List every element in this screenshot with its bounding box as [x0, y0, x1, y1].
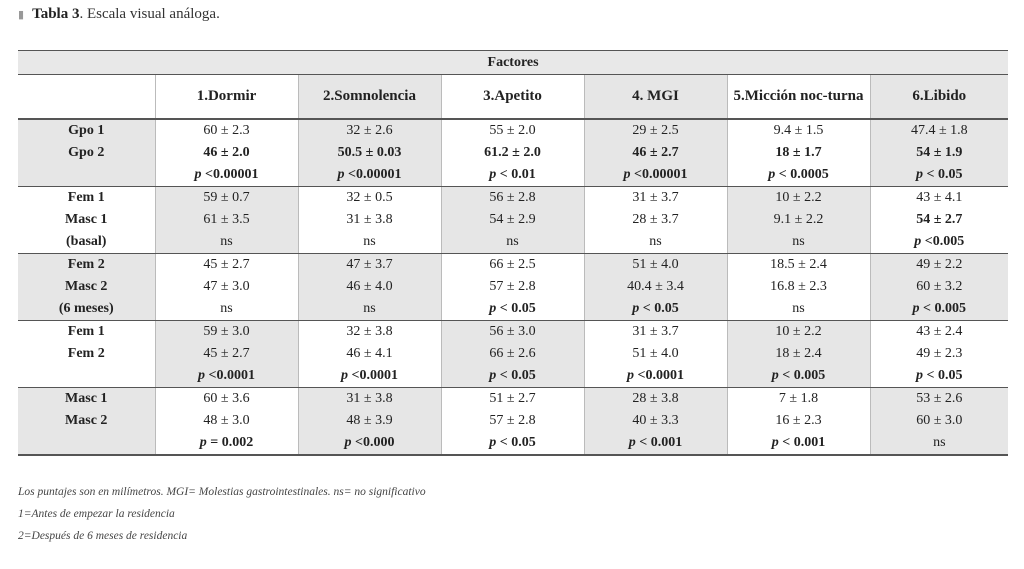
cell-value: 18 ± 2.4	[775, 346, 822, 361]
table-row	[18, 187, 1008, 254]
table-row	[18, 321, 1008, 388]
cell-value: p <0.0001	[627, 368, 684, 383]
table-cell	[298, 321, 441, 388]
cell-value: 18 ± 1.7	[775, 145, 822, 160]
cell-value: p <0.00001	[194, 167, 259, 182]
cell-value: 47 ± 3.0	[203, 279, 250, 294]
cell-value: p <0.005	[914, 234, 965, 249]
row-label	[18, 254, 155, 321]
cell-value: 32 ± 2.6	[346, 123, 393, 138]
cell-value: 45 ± 2.7	[203, 257, 250, 272]
cell-value: 43 ± 2.4	[916, 324, 963, 339]
cell-value: p <0.0001	[341, 368, 398, 383]
row-label-line: Fem 1	[67, 324, 105, 339]
cell-value: p <0.00001	[623, 167, 688, 182]
cell-value: 18.5 ± 2.4	[770, 257, 827, 272]
cell-value: 59 ± 3.0	[203, 324, 250, 339]
table-cell	[870, 119, 1008, 187]
cell-value: 56 ± 2.8	[489, 190, 536, 205]
cell-value: 47.4 ± 1.8	[910, 123, 968, 138]
cell-value: 60 ± 3.0	[916, 413, 963, 428]
factors-header: Factores	[18, 51, 1008, 75]
cell-value: 49 ± 2.3	[916, 346, 963, 361]
cell-value: 46 ± 2.7	[632, 145, 679, 160]
footnote-1: 1=Antes de empezar la residencia	[18, 508, 175, 520]
row-label-line: Masc 2	[65, 279, 108, 294]
cell-value: ns	[363, 234, 376, 249]
caption-label: Tabla 3	[32, 6, 80, 22]
bullet-icon: ▮	[18, 9, 25, 21]
cell-value: 57 ± 2.8	[489, 279, 536, 294]
cell-value: 45 ± 2.7	[203, 346, 250, 361]
cell-value: 29 ± 2.5	[632, 123, 679, 138]
cell-value: 43 ± 4.1	[916, 190, 963, 205]
cell-value: p = 0.002	[199, 435, 254, 450]
row-label-line: Gpo 1	[68, 123, 105, 138]
row-label-line	[18, 432, 155, 454]
row-label-line: (6 meses)	[58, 301, 114, 316]
cell-value: p <0.0001	[198, 368, 255, 383]
cell-value: 32 ± 0.5	[346, 190, 393, 205]
table-cell	[155, 254, 298, 321]
cell-value: 55 ± 2.0	[489, 123, 536, 138]
table-caption	[18, 6, 220, 23]
cell-value: 54 ± 2.7	[916, 212, 963, 227]
cell-value: 9.4 ± 1.5	[773, 123, 824, 138]
table-cell	[298, 187, 441, 254]
cell-value: 10 ± 2.2	[775, 190, 822, 205]
cell-value: 46 ± 2.0	[203, 145, 250, 160]
cell-value: 49 ± 2.2	[916, 257, 963, 272]
cell-value: 31 ± 3.7	[632, 324, 679, 339]
cell-value: 48 ± 3.9	[346, 413, 393, 428]
cell-value: 28 ± 3.8	[632, 391, 679, 406]
row-label-line: Fem 2	[67, 346, 105, 361]
cell-value: 10 ± 2.2	[775, 324, 822, 339]
table-cell	[584, 321, 727, 388]
cell-value: ns	[363, 301, 376, 316]
cell-value: 66 ± 2.5	[489, 257, 536, 272]
cell-value: 57 ± 2.8	[489, 413, 536, 428]
table-cell	[155, 388, 298, 456]
footnotes	[18, 486, 426, 552]
cell-value: 54 ± 2.9	[489, 212, 536, 227]
table-cell	[155, 119, 298, 187]
cell-value: 40 ± 3.3	[632, 413, 679, 428]
cell-value: 16.8 ± 2.3	[770, 279, 827, 294]
row-label-header	[18, 75, 155, 120]
col-header-dormir: 1.Dormir	[155, 75, 298, 120]
cell-value: 9.1 ± 2.2	[773, 212, 824, 227]
caption-text: . Escala visual análoga.	[79, 6, 220, 22]
footnote-abbrev: Los puntajes son en milímetros. MGI= Molestias gastrointestinales. ns= no significativo	[18, 486, 426, 498]
cell-value: p < 0.05	[489, 301, 536, 316]
cell-value: p < 0.001	[628, 435, 683, 450]
results-table	[18, 50, 1008, 456]
cell-value: 7 ± 1.8	[778, 391, 819, 406]
table-cell	[727, 388, 870, 456]
table-cell	[155, 187, 298, 254]
cell-value: p < 0.05	[916, 368, 963, 383]
table-body	[18, 119, 1008, 455]
cell-value: p < 0.05	[489, 435, 536, 450]
cell-value: 28 ± 3.7	[632, 212, 679, 227]
cell-value: 53 ± 2.6	[916, 391, 963, 406]
table-cell	[155, 321, 298, 388]
cell-value: p <0.000	[344, 435, 395, 450]
table-cell	[870, 254, 1008, 321]
cell-value: p < 0.01	[489, 167, 536, 182]
cell-value: 32 ± 3.8	[346, 324, 393, 339]
cell-value: 40.4 ± 3.4	[627, 279, 684, 294]
cell-value: 61.2 ± 2.0	[484, 145, 541, 160]
cell-value: ns	[792, 301, 805, 316]
cell-value: 59 ± 0.7	[203, 190, 250, 205]
table-cell	[584, 388, 727, 456]
cell-value: 56 ± 3.0	[489, 324, 536, 339]
cell-value: p < 0.05	[632, 301, 679, 316]
cell-value: 31 ± 3.8	[346, 391, 393, 406]
table-cell	[441, 321, 584, 388]
row-label-line: Masc 1	[65, 391, 108, 406]
table-cell	[298, 388, 441, 456]
table-cell	[727, 254, 870, 321]
cell-value: ns	[649, 234, 662, 249]
footnote-2: 2=Después de 6 meses de residencia	[18, 530, 188, 542]
col-header-apetito: 3.Apetito	[441, 75, 584, 120]
cell-value: 60 ± 2.3	[203, 123, 250, 138]
col-header-libido: 6.Libido	[870, 75, 1008, 120]
cell-value: 46 ± 4.1	[346, 346, 393, 361]
cell-value: p < 0.001	[771, 435, 826, 450]
table-cell	[727, 119, 870, 187]
table-cell	[584, 187, 727, 254]
table-row	[18, 119, 1008, 187]
cell-value: p < 0.005	[771, 368, 826, 383]
table-cell	[441, 388, 584, 456]
column-header-row	[18, 75, 1008, 120]
cell-value: 51 ± 2.7	[489, 391, 536, 406]
cell-value: 60 ± 3.2	[916, 279, 963, 294]
cell-value: ns	[220, 301, 233, 316]
cell-value: 16 ± 2.3	[775, 413, 822, 428]
cell-value: 31 ± 3.8	[346, 212, 393, 227]
cell-value: p < 0.005	[912, 301, 967, 316]
cell-value: 51 ± 4.0	[632, 257, 679, 272]
cell-value: 46 ± 4.0	[346, 279, 393, 294]
cell-value: 50.5 ± 0.03	[337, 145, 402, 160]
cell-value: 60 ± 3.6	[203, 391, 250, 406]
cell-value: 66 ± 2.6	[489, 346, 536, 361]
cell-value: 61 ± 3.5	[203, 212, 250, 227]
cell-value: ns	[792, 234, 805, 249]
row-label	[18, 119, 155, 187]
col-header-somnolencia: 2.Somnolencia	[298, 75, 441, 120]
table-cell	[727, 321, 870, 388]
cell-value: p < 0.0005	[768, 167, 829, 182]
table-cell	[870, 187, 1008, 254]
table-cell	[298, 254, 441, 321]
cell-value: ns	[506, 234, 519, 249]
cell-value: ns	[933, 435, 946, 450]
row-label	[18, 388, 155, 456]
table-cell	[870, 321, 1008, 388]
row-label-line	[18, 164, 155, 186]
cell-value: 48 ± 3.0	[203, 413, 250, 428]
cell-value: p < 0.05	[489, 368, 536, 383]
table-cell	[584, 254, 727, 321]
table-row	[18, 388, 1008, 456]
cell-value: 54 ± 1.9	[916, 145, 963, 160]
row-label-line: Masc 2	[65, 413, 108, 428]
table-cell	[441, 254, 584, 321]
col-header-miccion: 5.Micción noc-turna	[727, 75, 870, 120]
row-label-line: Fem 2	[67, 257, 105, 272]
col-header-mgi: 4. MGI	[584, 75, 727, 120]
cell-value: 51 ± 4.0	[632, 346, 679, 361]
table-cell	[727, 187, 870, 254]
table-cell	[298, 119, 441, 187]
row-label	[18, 321, 155, 388]
row-label-line: Masc 1	[65, 212, 108, 227]
row-label-line: (basal)	[66, 234, 107, 249]
table-cell	[441, 119, 584, 187]
table-cell	[441, 187, 584, 254]
row-label-line	[18, 365, 155, 387]
table-cell	[870, 388, 1008, 456]
table-row	[18, 254, 1008, 321]
cell-value: 47 ± 3.7	[346, 257, 393, 272]
cell-value: 31 ± 3.7	[632, 190, 679, 205]
row-label	[18, 187, 155, 254]
table-cell	[584, 119, 727, 187]
row-label-line: Gpo 2	[68, 145, 105, 160]
cell-value: p <0.00001	[337, 167, 402, 182]
cell-value: ns	[220, 234, 233, 249]
cell-value: p < 0.05	[916, 167, 963, 182]
row-label-line: Fem 1	[67, 190, 105, 205]
